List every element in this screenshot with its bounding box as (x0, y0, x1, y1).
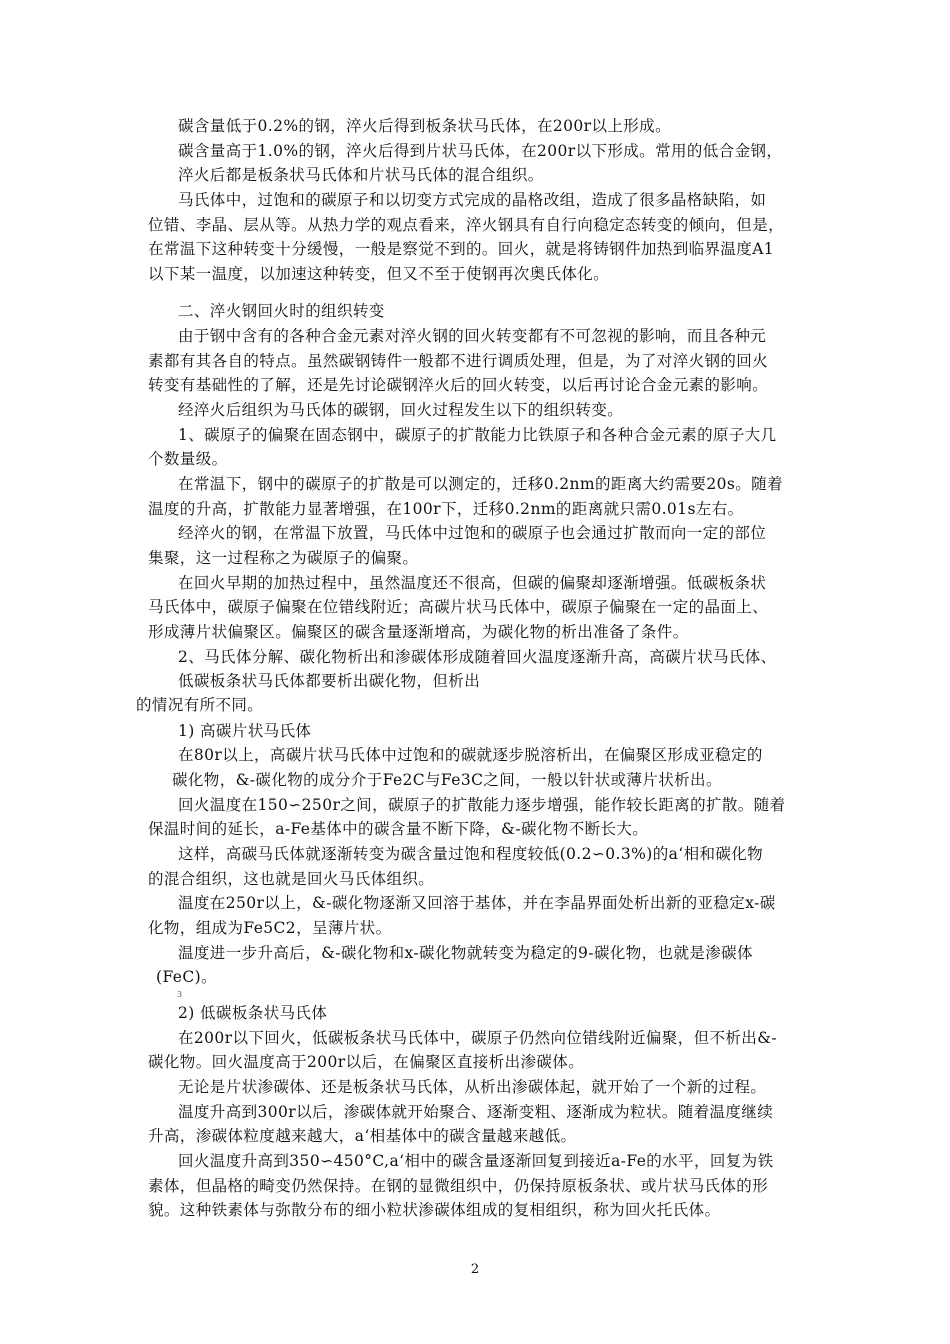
text-line: 在200r以下回火，低碳板条状马氏体中，碳原子仍然向位错线附近偏聚，但不析出&- (178, 1029, 778, 1047)
list-heading: 2) 低碳板条状马氏体 (178, 1004, 328, 1022)
text-line: 在80r以上，高碳片状马氏体中过饱和的碳就逐步脱溶析出，在偏聚区形成亚稳定的 (178, 746, 763, 764)
text-line: 马氏体中，过饱和的碳原子和以切变方式完成的晶格改组，造成了很多晶格缺陷，如 (178, 191, 767, 209)
text-line: 集聚，这一过程称之为碳原子的偏聚。 (148, 549, 419, 567)
text-line: 由于钢中含有的各种合金元素对淬火钢的回火转变都有不可忽视的影响，而且各种元 (178, 327, 767, 345)
text-line: 碳化物，&-碳化物的成分介于Fe2C与Fe3C之间，一般以针状或薄片状析出。 (172, 771, 722, 789)
text-line: 升高，渗碳体粒度越来越大，a‘相基体中的碳含量越来越低。 (148, 1127, 577, 1145)
text-line: 温度升高到300r以后，渗碳体就开始聚合、逐渐变粗、逐渐成为粒状。随着温度继续 (178, 1103, 774, 1121)
text-line: 低碳板条状马氏体都要析出碳化物，但析出 (178, 672, 481, 690)
text-line: 个数量级。 (148, 450, 228, 468)
text-line: 在常温下这种转变十分缓慢，一般是察觉不到的。回火，就是将铸钢件加热到临界温度A1 (148, 240, 775, 258)
section-heading: 二、淬火钢回火时的组织转变 (178, 302, 385, 320)
text-line: 的混合组织，这也就是回火马氏体组织。 (148, 870, 435, 888)
text-line: 碳含量高于1.0%的钢，淬火后得到片状马氏体，在200r以下形成。常用的低合金钢， (178, 142, 783, 160)
text-line: 回火温度在150∽250r之间，碳原子的扩散能力逐步增强，能作较长距离的扩散。随着 (178, 796, 786, 814)
text-line: 转变有基础性的了解，还是先讨论碳钢淬火后的回火转变，以后再讨论合金元素的影响。 (148, 376, 769, 394)
text-line: 化物，组成为Fe5C2，呈薄片状。 (148, 919, 392, 937)
page-number: 2 (470, 1262, 480, 1277)
text-line: 1、碳原子的偏聚在固态钢中，碳原子的扩散能力比铁原子和各种合金元素的原子大几 (178, 426, 777, 444)
text-line: 在常温下，钢中的碳原子的扩散是可以测定的，迁移0.2nm的距离大约需要20s。随着 (178, 475, 783, 493)
text-line: 这样，高碳马氏体就逐渐转变为碳含量过饱和程度较低(0.2∽0.3%)的a‘相和碳化物 (178, 845, 764, 863)
text-line: 素都有其各自的特点。虽然碳钢铸件一般都不进行调质处理，但是，为了对淬火钢的回火 (148, 352, 769, 370)
text-line: 淬火后都是板条状马氏体和片状马氏体的混合组织。 (178, 166, 544, 184)
text-line: 2、马氏体分解、碳化物析出和渗碳体形成随着回火温度逐渐升高，高碳片状马氏体、 (178, 648, 777, 666)
text-line: 碳含量低于0.2%的钢，淬火后得到板条状马氏体，在200r以上形成。 (178, 117, 671, 135)
text-line: 以下某一温度，以加速这种转变，但又不至于使钢再次奥氏体化。 (148, 265, 610, 283)
text-line: 碳化物。回火温度高于200r以后，在偏聚区直接析出渗碳体。 (148, 1053, 585, 1071)
text-line: 温度在250r以上，&-碳化物逐渐又回溶于基体，并在李晶界面处析出新的亚稳定x-碳 (178, 894, 776, 912)
text-line: 回火温度升高到350∽450°C,a‘相中的碳含量逐渐回复到接近a-Fe的水平，回复为铁 (178, 1152, 774, 1170)
text-line: 在回火早期的加热过程中，虽然温度还不很高，但碳的偏聚却逐渐增强。低碳板条状 (178, 574, 767, 592)
text-line: 马氏体中，碳原子偏聚在位错线附近；高碳片状马氏体中，碳原子偏聚在一定的晶面上、 (148, 598, 769, 616)
text-line: 温度进一步升高后，&-碳化物和x-碳化物就转变为稳定的9-碳化物，也就是渗碳体 (178, 944, 753, 962)
subscript-mark: 3 (177, 990, 183, 999)
text-line: 位错、李晶、层从等。从热力学的观点看来，淬火钢具有自行向稳定态转变的倾向，但是， (148, 216, 785, 234)
text-line: 经淬火后组织为马氏体的碳钢，回火过程发生以下的组织转变。 (178, 401, 624, 419)
text-line: 貌。这种铁素体与弥散分布的细小粒状渗碳体组成的复相组织，称为回火托氏体。 (148, 1201, 721, 1219)
text-line: 形成薄片状偏聚区。偏聚区的碳含量逐渐增高，为碳化物的析出准备了条件。 (148, 623, 689, 641)
text-line: 无论是片状渗碳体、还是板条状马氏体，从析出渗碳体起，就开始了一个新的过程。 (178, 1078, 767, 1096)
text-line: 温度的升高，扩散能力显著增强，在100r下，迁移0.2nm的距离就只需0.01s左右。 (148, 500, 744, 518)
text-line: 的情况有所不同。 (136, 696, 264, 714)
text-line: (FeC)。 (156, 968, 217, 986)
text-line: 保温时间的延长，a-Fe基体中的碳含量不断下降，&-碳化物不断长大。 (148, 820, 649, 838)
list-heading: 1) 高碳片状马氏体 (178, 722, 312, 740)
text-line: 素体，但晶格的畸变仍然保持。在钢的显微组织中，仍保持原板条状、或片状马氏体的形 (148, 1177, 769, 1195)
text-line: 经淬火的钢，在常温下放置，马氏体中过饱和的碳原子也会通过扩散而向一定的部位 (178, 524, 767, 542)
